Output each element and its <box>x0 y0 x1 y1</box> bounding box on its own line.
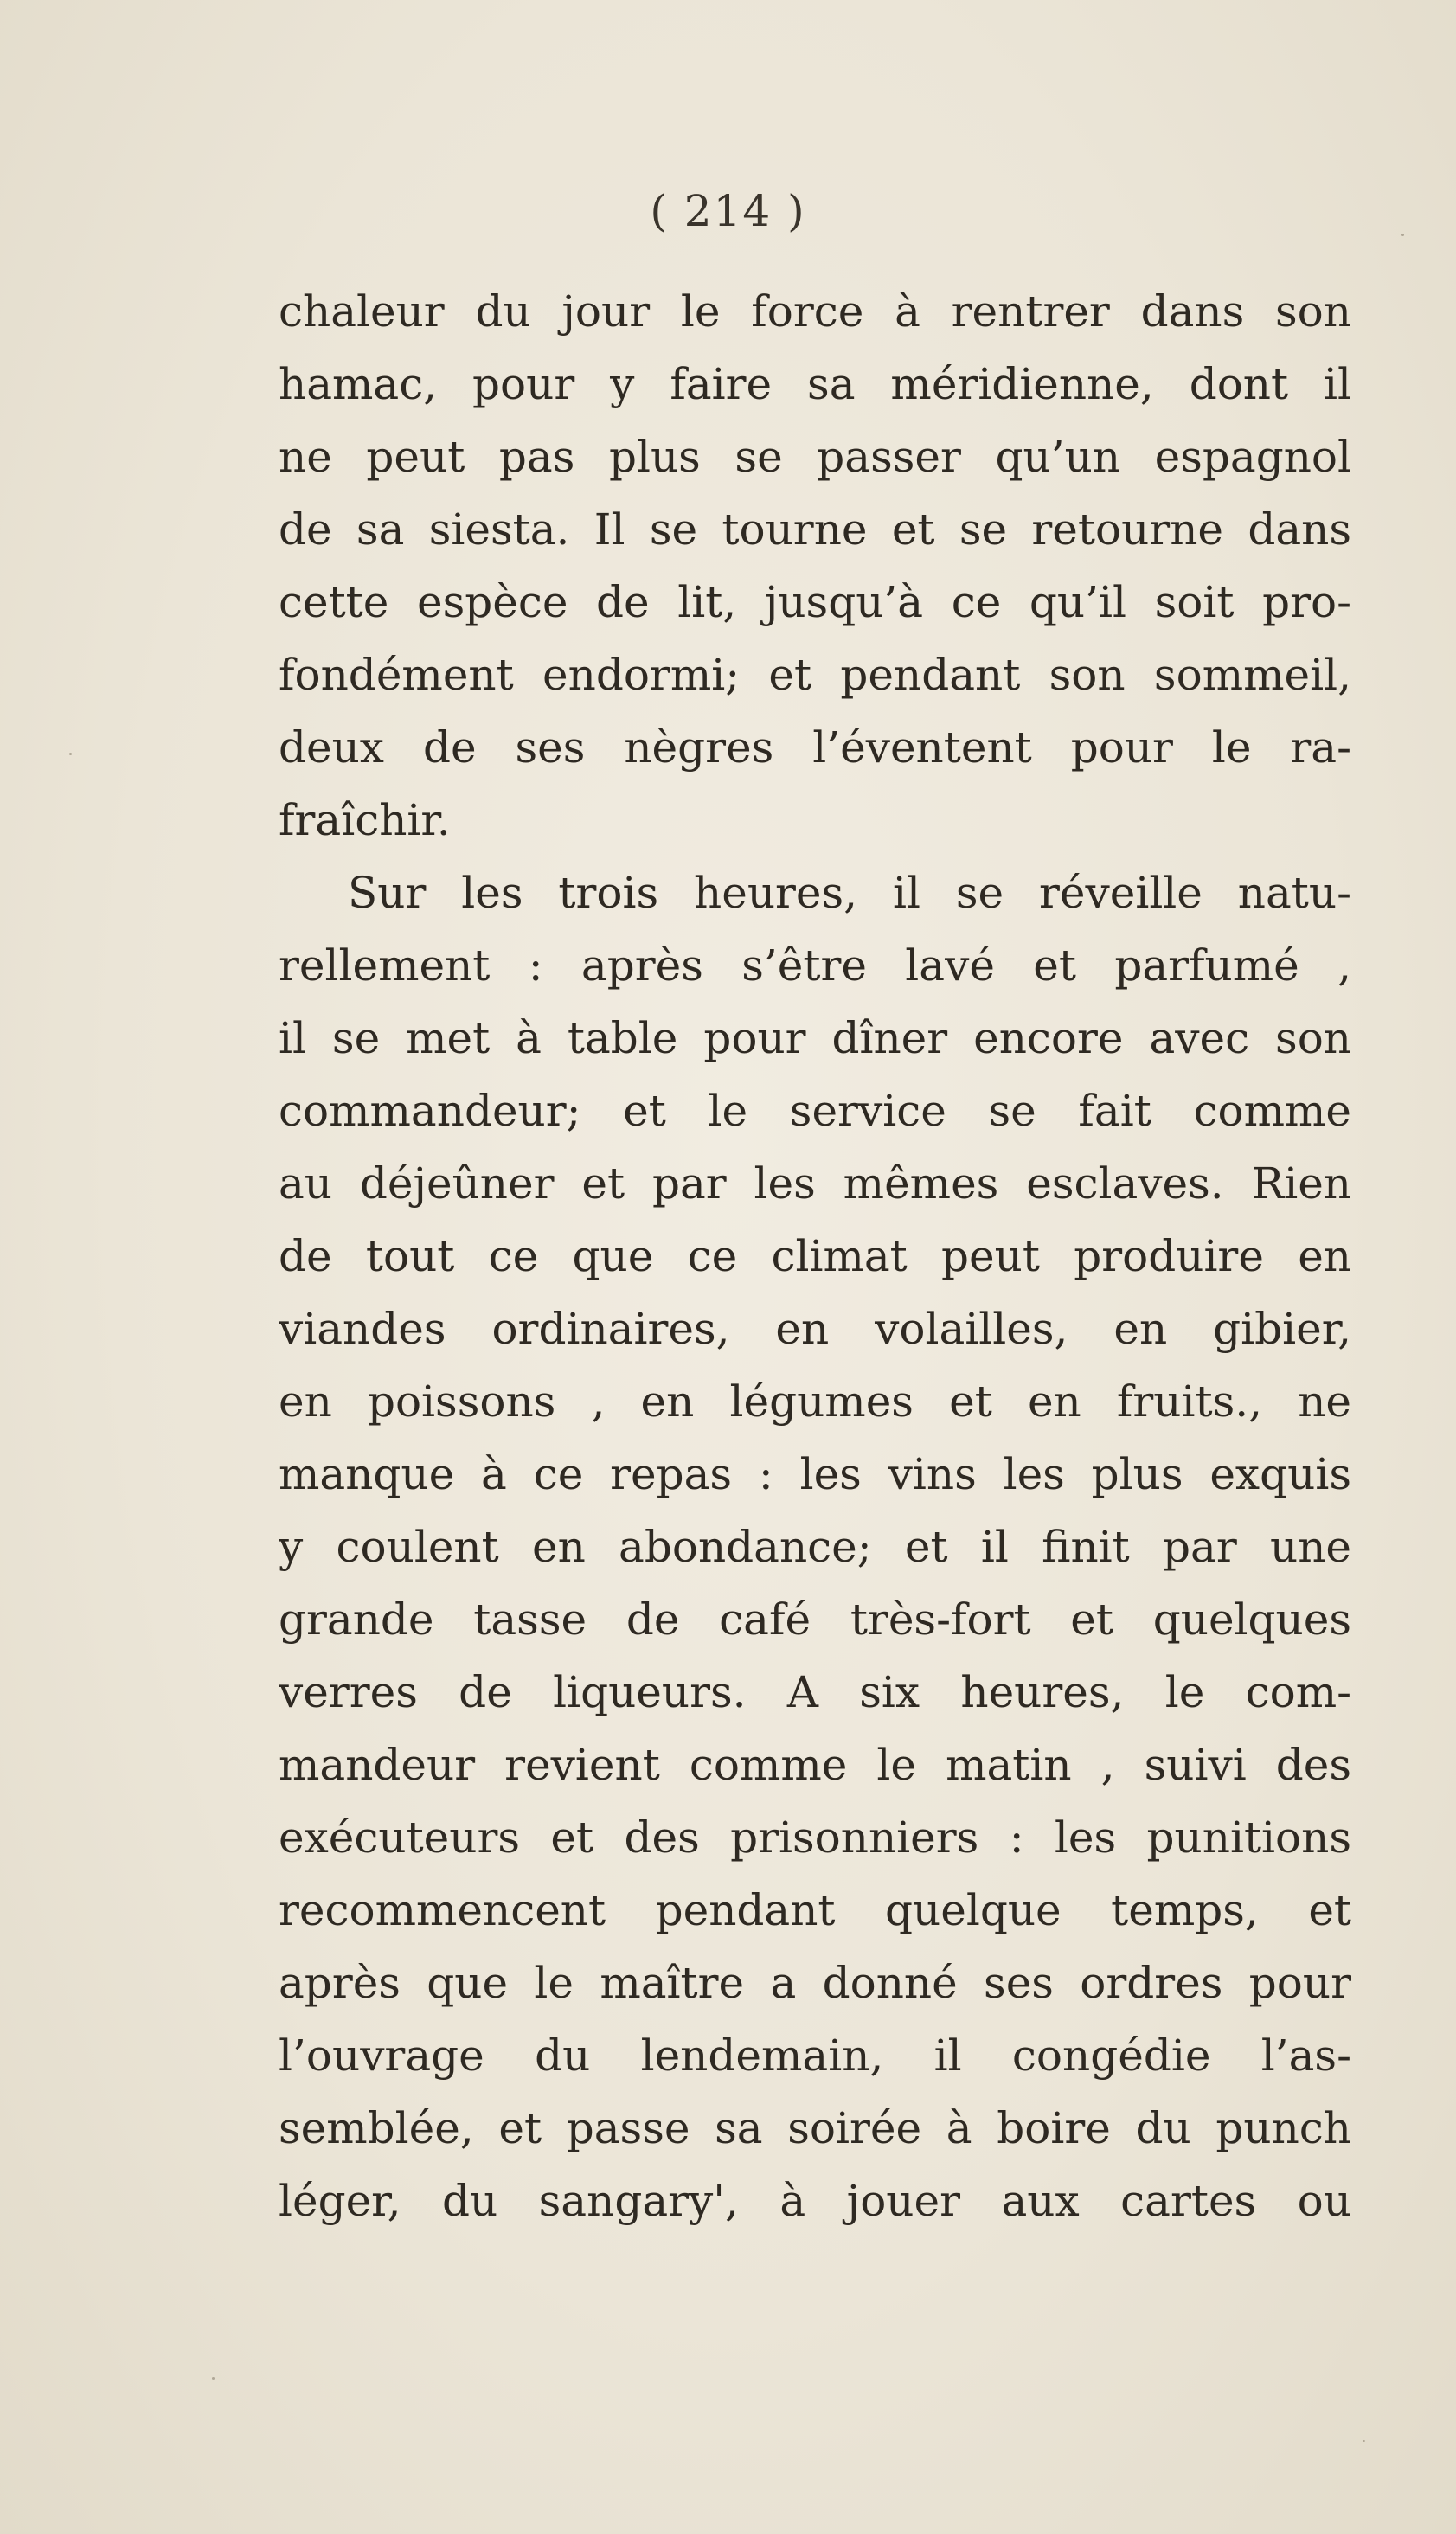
text-line: de sa siesta. Il se tourne et se retourne dans <box>279 504 1351 555</box>
text-line: léger, du sangary', à jouer aux cartes ou <box>279 2176 1351 2226</box>
paper-speck <box>1401 234 1404 236</box>
text-line: grande tasse de café très-fort et quelques <box>279 1594 1351 1645</box>
text-line: cette espèce de lit, jusqu’à ce qu’il soit pro- <box>279 577 1351 627</box>
text-line: semblée, et passe sa soirée à boire du punch <box>279 2103 1351 2153</box>
text-line: recommencent pendant quelque temps, et <box>279 1885 1351 1935</box>
text-line: exécuteurs et des prisonniers : les punitions <box>279 1812 1351 1863</box>
text-line: verres de liqueurs. A six heures, le com- <box>279 1667 1351 1717</box>
text-line: fraîchir. <box>279 795 451 845</box>
text-line: en poissons , en légumes et en fruits., ne <box>279 1376 1351 1427</box>
text-line: manque à ce repas : les vins les plus exquis <box>279 1449 1351 1499</box>
text-line: ne peut pas plus se passer qu’un espagnol <box>279 432 1351 482</box>
text-line: mandeur revient comme le matin , suivi des <box>279 1740 1351 1790</box>
text-line: il se met à table pour dîner encore avec son <box>279 1013 1351 1063</box>
text-line: deux de ses nègres l’éventent pour le ra- <box>279 722 1351 773</box>
text-line: fondément endormi; et pendant son sommeil, <box>279 650 1351 700</box>
text-line: rellement : après s’être lavé et parfumé , <box>279 940 1351 991</box>
page-number: ( 214 ) <box>650 186 806 236</box>
text-line: hamac, pour y faire sa méridienne, dont il <box>279 359 1351 409</box>
text-line: au déjeûner et par les mêmes esclaves. Rien <box>279 1158 1351 1209</box>
text-line: commandeur; et le service se fait comme <box>279 1086 1351 1136</box>
text-line: viandes ordinaires, en volailles, en gibier, <box>279 1304 1351 1354</box>
text-line: chaleur du jour le force à rentrer dans son <box>279 286 1351 337</box>
paper-speck <box>69 753 72 755</box>
paper-speck <box>1363 2440 1365 2442</box>
text-line: y coulent en abondance; et il finit par une <box>279 1522 1351 1572</box>
paper-speck <box>212 2377 215 2380</box>
text-line: après que le maître a donné ses ordres pour <box>279 1958 1351 2008</box>
text-line: l’ouvrage du lendemain, il congédie l’as- <box>279 2030 1351 2081</box>
paragraph-first-line: Sur les trois heures, il se réveille natu- <box>348 868 1351 918</box>
body-text <box>279 275 1351 2237</box>
text-line: de tout ce que ce climat peut produire en <box>279 1231 1351 1281</box>
